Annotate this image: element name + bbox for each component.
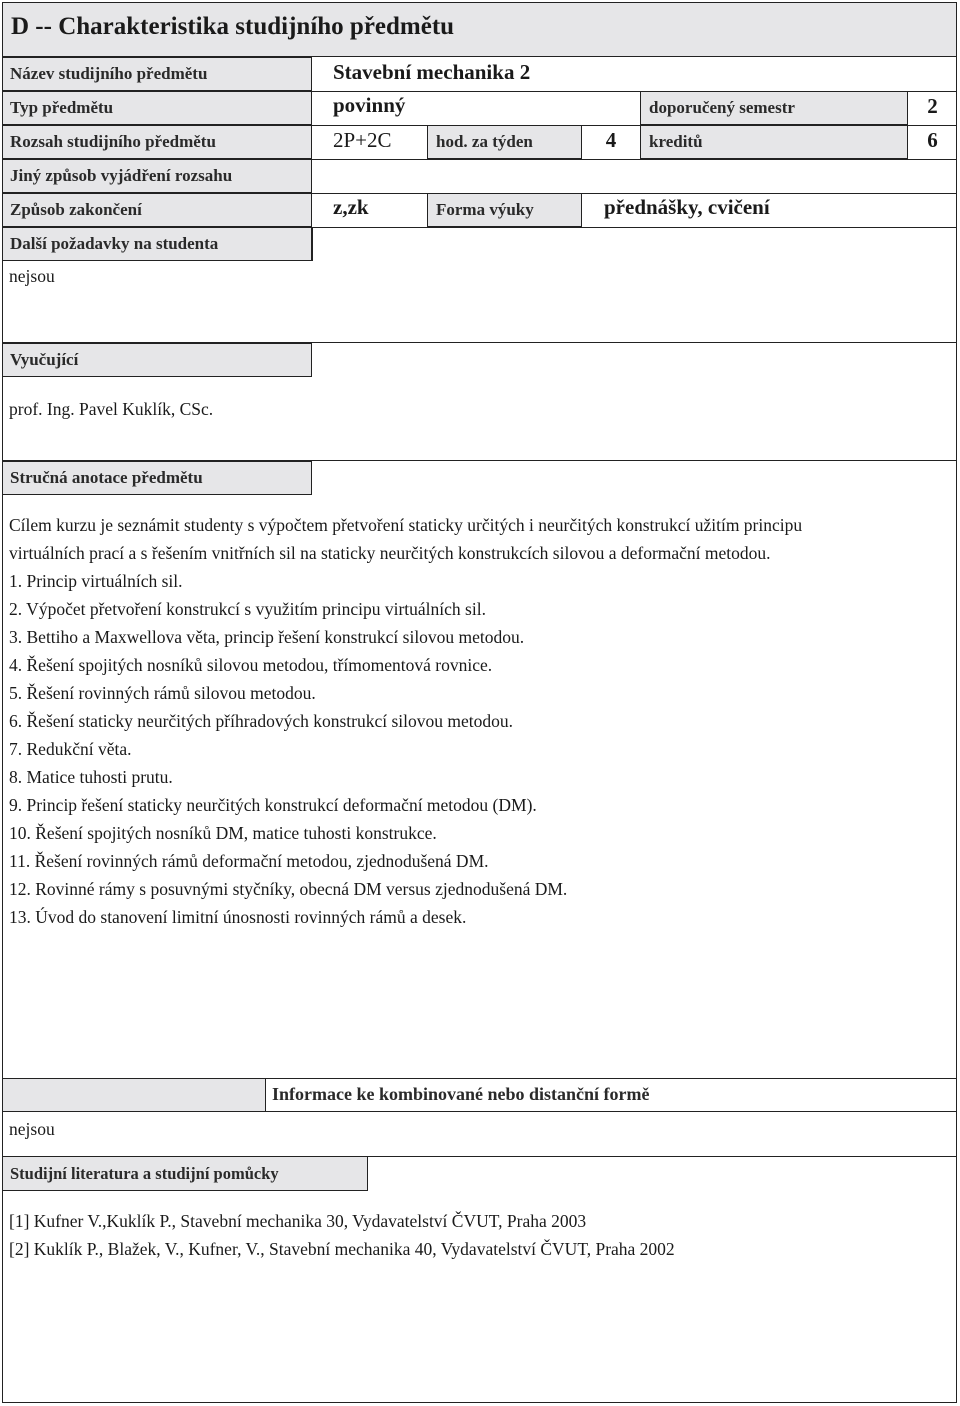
nazev-value: Stavební mechanika 2 bbox=[333, 60, 531, 84]
forma-label-cell bbox=[427, 193, 582, 227]
anotace-topic: 1. Princip virtuálních sil. bbox=[9, 571, 183, 591]
hod-value: 4 bbox=[605, 128, 617, 152]
forma-label: Forma výuky bbox=[436, 200, 534, 219]
anotace-body bbox=[9, 511, 949, 931]
anotace-topic: 6. Řešení staticky neurčitých příhradových konstrukcí silovou metodou. bbox=[9, 711, 513, 731]
rozsah-value-cell bbox=[333, 128, 392, 153]
pozadavky-value: nejsou bbox=[9, 266, 55, 286]
anotace-topic: 4. Řešení spojitých nosníků silovou metodou, třímomentová rovnice. bbox=[9, 655, 493, 675]
semestr-value: 2 bbox=[927, 94, 938, 118]
literatura-item: [1] Kufner V.,Kuklík P., Stavební mechanika 30, Vydavatelství ČVUT, Praha 2003 bbox=[9, 1211, 587, 1231]
kombinovana-spacer-cell bbox=[2, 1078, 266, 1112]
section-title-bar bbox=[2, 2, 957, 57]
kombinovana-label: Informace ke kombinované nebo distanční formě bbox=[272, 1084, 650, 1104]
zakonceni-value-cell bbox=[333, 195, 369, 220]
rule bbox=[312, 227, 957, 228]
pozadavky-label: Další požadavky na studenta bbox=[10, 234, 219, 253]
nazev-value-cell bbox=[333, 60, 530, 90]
anotace-label-cell bbox=[2, 461, 312, 495]
anotace-topic-list bbox=[9, 567, 949, 931]
anotace-intro-line: Cílem kurzu je seznámit studenty s výpočtem přetvoření staticky určitých i neurčitých konstrukcí užitím principu bbox=[9, 515, 803, 535]
semestr-value-cell bbox=[908, 91, 957, 125]
vyucujici-value: prof. Ing. Pavel Kuklík, CSc. bbox=[9, 399, 214, 419]
kredity-label-cell bbox=[640, 125, 908, 159]
vyucujici-label: Vyučující bbox=[10, 350, 79, 369]
anotace-topic: 12. Rovinné rámy s posuvnými styčníky, obecná DM versus zjednodušená DM. bbox=[9, 879, 568, 899]
pozadavky-value-cell bbox=[9, 262, 55, 290]
rule bbox=[312, 227, 313, 261]
vyucujici-value-cell bbox=[9, 395, 213, 423]
rozsah-label-cell bbox=[2, 125, 312, 159]
anotace-topic: 9. Princip řešení staticky neurčitých konstrukcí deformační metodou (DM). bbox=[9, 795, 537, 815]
rule bbox=[312, 159, 957, 160]
rule bbox=[312, 91, 957, 92]
anotace-label: Stručná anotace předmětu bbox=[10, 468, 203, 487]
hod-label-cell bbox=[427, 125, 582, 159]
anotace-topic: 8. Matice tuhosti prutu. bbox=[9, 767, 173, 787]
section-title: D -- Charakteristika studijního předmětu bbox=[11, 13, 455, 40]
literatura-label-cell bbox=[2, 1156, 368, 1191]
literatura-item: [2] Kuklík P., Blažek, V., Kufner, V., Stavební mechanika 40, Vydavatelství ČVUT, Praha 2002 bbox=[9, 1239, 675, 1259]
forma-value: přednášky, cvičení bbox=[604, 195, 770, 219]
forma-value-cell bbox=[604, 195, 770, 220]
vyucujici-label-cell bbox=[2, 343, 312, 377]
semestr-label: doporučený semestr bbox=[649, 98, 795, 117]
anotace-topic: 3. Bettiho a Maxwellova věta, princip řešení konstrukcí silovou metodou. bbox=[9, 627, 525, 647]
hod-value-cell bbox=[582, 125, 640, 159]
anotace-topic: 10. Řešení spojitých nosníků DM, matice tuhosti konstrukce. bbox=[9, 823, 437, 843]
hod-label: hod. za týden bbox=[436, 132, 533, 151]
anotace-topic: 13. Úvod do stanovení limitní únosnosti rovinných rámů a desek. bbox=[9, 907, 467, 927]
anotace-topic: 2. Výpočet přetvoření konstrukcí s využitím principu virtuálních sil. bbox=[9, 599, 486, 619]
rozsah-value: 2P+2C bbox=[333, 128, 392, 152]
kredity-value-cell bbox=[908, 125, 957, 159]
typ-value-cell bbox=[333, 93, 405, 118]
anotace-topic: 11. Řešení rovinných rámů deformační metodou, zjednodušená DM. bbox=[9, 851, 489, 871]
pozadavky-label-cell bbox=[2, 227, 312, 261]
kredity-label: kreditů bbox=[649, 132, 703, 151]
rule bbox=[312, 193, 957, 194]
literatura-list bbox=[9, 1207, 675, 1263]
typ-value: povinný bbox=[333, 93, 406, 117]
anotace-topic: 7. Redukční věta. bbox=[9, 739, 132, 759]
kombinovana-value: nejsou bbox=[9, 1119, 55, 1139]
zakonceni-label: Způsob zakončení bbox=[10, 200, 142, 219]
typ-label: Typ předmětu bbox=[10, 98, 114, 117]
anotace-topic: 5. Řešení rovinných rámů silovou metodou. bbox=[9, 683, 316, 703]
anotace-intro-line: virtuálních prací a s řešením vnitřních sil na staticky neurčitých konstrukcích silovou a deformační metodou. bbox=[9, 543, 771, 563]
rozsah-label: Rozsah studijního předmětu bbox=[10, 132, 216, 151]
kredity-value: 6 bbox=[927, 128, 938, 152]
rule bbox=[312, 125, 957, 126]
nazev-label-cell bbox=[2, 57, 312, 91]
literatura-label: Studijní literatura a studijní pomůcky bbox=[10, 1164, 279, 1183]
jiny-label-cell bbox=[2, 159, 312, 193]
jiny-label: Jiný způsob vyjádření rozsahu bbox=[10, 166, 233, 185]
nazev-label: Název studijního předmětu bbox=[10, 64, 208, 83]
zakonceni-value: z,zk bbox=[333, 195, 369, 219]
kombinovana-label-cell bbox=[266, 1078, 957, 1112]
typ-label-cell bbox=[2, 91, 312, 125]
kombinovana-value-cell bbox=[9, 1115, 55, 1143]
semestr-label-cell bbox=[640, 91, 908, 125]
zakonceni-label-cell bbox=[2, 193, 312, 227]
